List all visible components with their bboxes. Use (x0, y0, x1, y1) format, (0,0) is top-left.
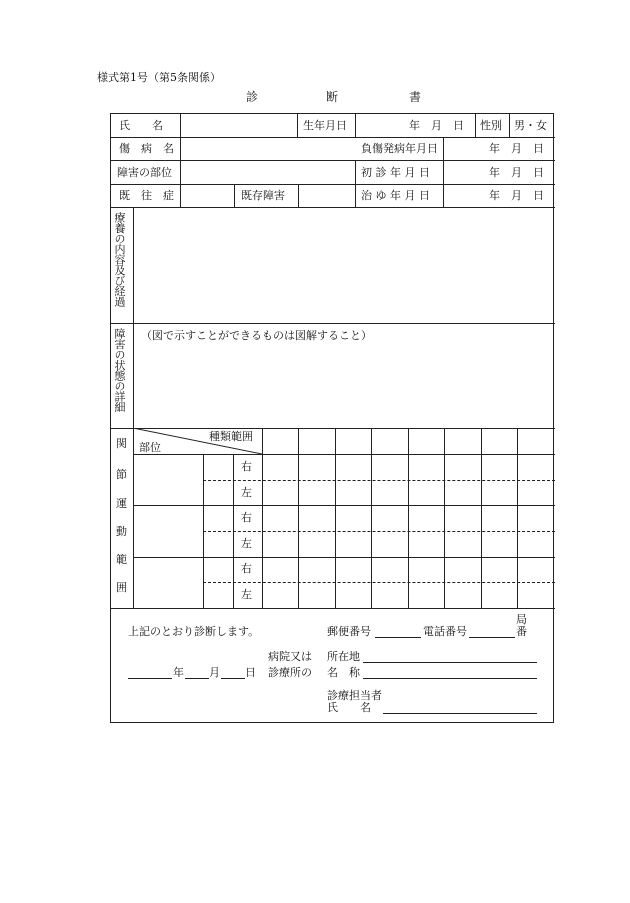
sex-value: 男・女 (514, 119, 547, 132)
address-label: 所在地 (327, 650, 360, 663)
rom-label-char-5: 範 (116, 553, 127, 566)
disability-detail-label: 障害の状態の詳細 (113, 328, 126, 412)
date-day-label: 日 (245, 666, 256, 679)
form-number: 様式第1号（第5条関係） (97, 71, 221, 84)
document-title-char-3: 書 (409, 90, 422, 104)
cure-date-value: 年 月 日 (489, 189, 544, 202)
facility-name-label: 名 称 (327, 666, 360, 679)
postal-code-blank (375, 626, 421, 640)
hospital-label-2: 診療所の (268, 666, 312, 679)
cure-date-label: 治 ゆ 年 月 日 (361, 189, 430, 202)
ban-label: 番 (516, 625, 527, 638)
rom-label-char-1: 関 (116, 437, 127, 450)
hospital-label-1: 病院又は (268, 650, 312, 663)
doctor-label: 診療担当者 (327, 689, 382, 702)
rom-right-3: 右 (241, 562, 252, 575)
rom-label-char-3: 運 (116, 497, 127, 510)
document-title-char-1: 診 (246, 90, 259, 104)
diagnosis-statement: 上記のとおり診断します。 (128, 625, 260, 638)
phone-label: 電話番号 (423, 625, 467, 638)
existing-disability-label: 既存障害 (241, 189, 285, 202)
name-label: 氏 名 (119, 119, 163, 132)
disability-part-label: 障害の部位 (117, 166, 172, 179)
postal-code-label: 郵便番号 (327, 625, 371, 638)
rom-label-char-6: 囲 (116, 581, 127, 594)
injury-date-value: 年 月 日 (489, 142, 544, 155)
treatment-label: 療養の内容及び経過 (113, 212, 126, 307)
date-day-blank (221, 667, 245, 681)
injury-date-label: 負傷発病年月日 (361, 142, 438, 155)
doctor-name-blank (383, 702, 537, 716)
first-visit-date-label: 初 診 年 月 日 (361, 166, 430, 179)
doctor-name-label: 氏 名 (327, 701, 371, 714)
birth-date-value: 年 月 日 (409, 119, 464, 132)
address-blank (363, 651, 537, 665)
date-year-blank (128, 667, 172, 681)
rom-header-part: 部位 (139, 441, 161, 454)
rom-right-2: 右 (241, 511, 252, 524)
medical-history-label: 既 往 症 (119, 189, 174, 202)
rom-left-1: 左 (241, 486, 252, 499)
rom-header-type-range: 種類範囲 (209, 430, 253, 443)
birth-date-label: 生年月日 (303, 119, 347, 132)
date-month-label: 月 (209, 666, 220, 679)
rom-label-char-4: 動 (116, 525, 127, 538)
rom-right-1: 右 (241, 460, 252, 473)
phone-blank (469, 626, 515, 640)
rom-left-2: 左 (241, 537, 252, 550)
date-year-label: 年 (173, 666, 184, 679)
document-title-char-2: 断 (326, 90, 339, 104)
diagnosis-form (110, 113, 554, 723)
rom-left-3: 左 (241, 588, 252, 601)
rom-label-char-2: 節 (116, 468, 127, 481)
first-visit-date-value: 年 月 日 (489, 166, 544, 179)
disease-name-label: 傷 病 名 (119, 142, 174, 155)
date-month-blank (185, 667, 209, 681)
sex-label: 性別 (480, 119, 502, 132)
kyoku-label: 局 (516, 613, 527, 626)
facility-name-blank (363, 667, 537, 681)
disability-note: （図で示すことができるものは図解すること） (141, 329, 372, 342)
